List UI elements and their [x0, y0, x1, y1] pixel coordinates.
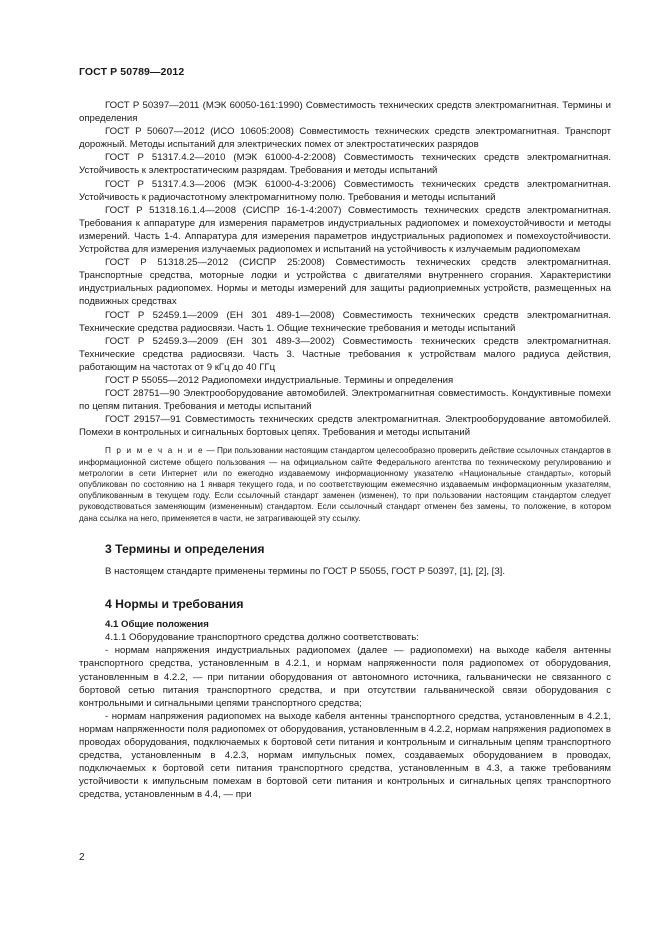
subsection-4-1-heading: 4.1 Общие положения	[105, 619, 209, 631]
reference-item: ГОСТ 29157—91 Совместимость технических средств электромагнитная. Электрооборудование автомобилей. Помехи в контрольных и сигнальных бортовых цепях. Требования и методы испытаний	[79, 414, 611, 439]
reference-item: ГОСТ Р 51318.16.1.4—2008 (СИСПР 16-1-4:2007) Совместимость технических средств электромагнитная. Требования к аппаратуре для измерения параметров индустриальных радиопомех и помехоустойчивости и методы измерений. Часть 1-4. Аппаратура для измерения параметров индустриальных радиопомех и помехоустойчивости. Устройства для измерения излучаемых радиопомех и испытаний на устойчивость к излучаемым радиопомехам	[79, 204, 611, 256]
page-body	[79, 99, 611, 801]
section-3-heading: 3 Термины и определения	[105, 541, 265, 556]
reference-item: ГОСТ Р 50607—2012 (ИСО 10605:2008) Совместимость технических средств электромагнитная. Транспорт дорожный. Методы испытаний для электрических помех от электростатических разрядов	[79, 126, 611, 151]
reference-item: ГОСТ Р 51317.4.3—2006 (МЭК 61000-4-3:2006) Совместимость технических средств электромагнитная. Устойчивость к радиочастотному электромагнитному полю. Требования и методы испытаний	[79, 178, 611, 203]
note-label: П р и м е ч а н и е	[105, 446, 205, 456]
list-item: - нормам напряжения радиопомех на выходе кабеля антенны транспортного средства, установленным в 4.2.1, нормам напряженности поля радиопомех от оборудования, установленным в 4.2.2, нормам напряжения радиопомех в проводах оборудования, подключаемых к бортовой сети питания и контрольным и сигнальным цепям транспортного средства, установленным в 4.2.3, нормам импульсных помех, создаваемых оборудованием в проводах, подключаемых к бортовой сети питания транспортного средства, установленным в 4.3, а также требованиям устойчивости к импульсным помехам в бортовой сети питания и контрольных и сигнальных цепях транспортного средства, установленным в 4.4, — при	[79, 710, 611, 801]
section-4-heading: 4 Нормы и требования	[105, 597, 244, 612]
list-item: - нормам напряжения индустриальных радиопомех (далее — радиопомехи) на выходе кабеля антенны транспортного средства, установленным в 4.2.1, и нормам напряженности поля радиопомех от оборудования, установленным в 4.2.2, — при питании оборудования от автономного источника, гальванически не связанного с бортовой сетью питания транспортного средства, и при отсутствии гальванической связи оборудования с контрольными и сигнальными цепями транспортного средства;	[79, 645, 611, 709]
note-text: — При пользовании настоящим стандартом целесообразно проверить действие ссылочных стандартов в информационной системе общего пользования — на официальном сайте Федерального агентства по техническому регулированию и метрологии в сети Интернет или по ежегодно издаваемому информационному указателю «Национальные стандарты», который опубликован по состоянию на 1 января текущего года, и по соответствующим ежемесячно издаваемым информационным указателям, опубликованным в текущем году. Если ссылочный стандарт заменен (изменен), то при пользовании настоящим стандартом следует руководствоваться заменяющим (измененным) стандартом. Если ссылочный стандарт отменен без замены, то положение, в котором дана ссылка на него, применяется в части, не затрагивающей эту ссылку.	[79, 446, 611, 523]
reference-item: ГОСТ Р 55055—2012 Радиопомехи индустриальные. Термины и определения	[105, 374, 454, 386]
reference-item: ГОСТ Р 51317.4.2—2010 (МЭК 61000-4-2:2008) Совместимость технических средств электромагнитная. Устойчивость к электростатическим разрядам. Требования и методы испытаний	[79, 152, 611, 177]
reference-item: ГОСТ 28751—90 Электрооборудование автомобилей. Электромагнитная совместимость. Кондуктивные помехи по цепям питания. Требования и методы испытаний	[79, 388, 611, 413]
reference-item: ГОСТ Р 52459.3—2009 (ЕН 301 489-3—2002) Совместимость технических средств электромагнитная. Технические средства радиосвязи. Часть 3. Частные требования к устройствам малого радиуса действия, работающим на частотах от 9 кГц до 40 ГГц	[79, 335, 611, 373]
page-header: ГОСТ Р 50789—2012	[79, 66, 185, 78]
paragraph-4-1-1: 4.1.1 Оборудование транспортного средства должно соответствовать:	[105, 632, 419, 644]
note-paragraph	[79, 445, 611, 523]
page-number: 2	[79, 852, 85, 863]
reference-item: ГОСТ Р 50397—2011 (МЭК 60050-161:1990) Совместимость технических средств электромагнитная. Термины и определения	[79, 100, 611, 125]
section-3-text: В настоящем стандарте применены термины по ГОСТ Р 55055, ГОСТ Р 50397, [1], [2], [3].	[105, 565, 506, 577]
reference-item: ГОСТ Р 52459.1—2009 (ЕН 301 489-1—2008) Совместимость технических средств электромагнитная. Технические средства радиосвязи. Часть 1. Общие технические требования и методы испытаний	[79, 309, 611, 334]
reference-item: ГОСТ Р 51318.25—2012 (СИСПР 25:2008) Совместимость технических средств электромагнитная. Транспортные средства, моторные лодки и устройства с двигателями внутреннего сгорания. Характеристики индустриальных радиопомех. Нормы и методы измерений для защиты радиоприемных устройств, размещенных на подвижных средствах	[79, 257, 611, 308]
